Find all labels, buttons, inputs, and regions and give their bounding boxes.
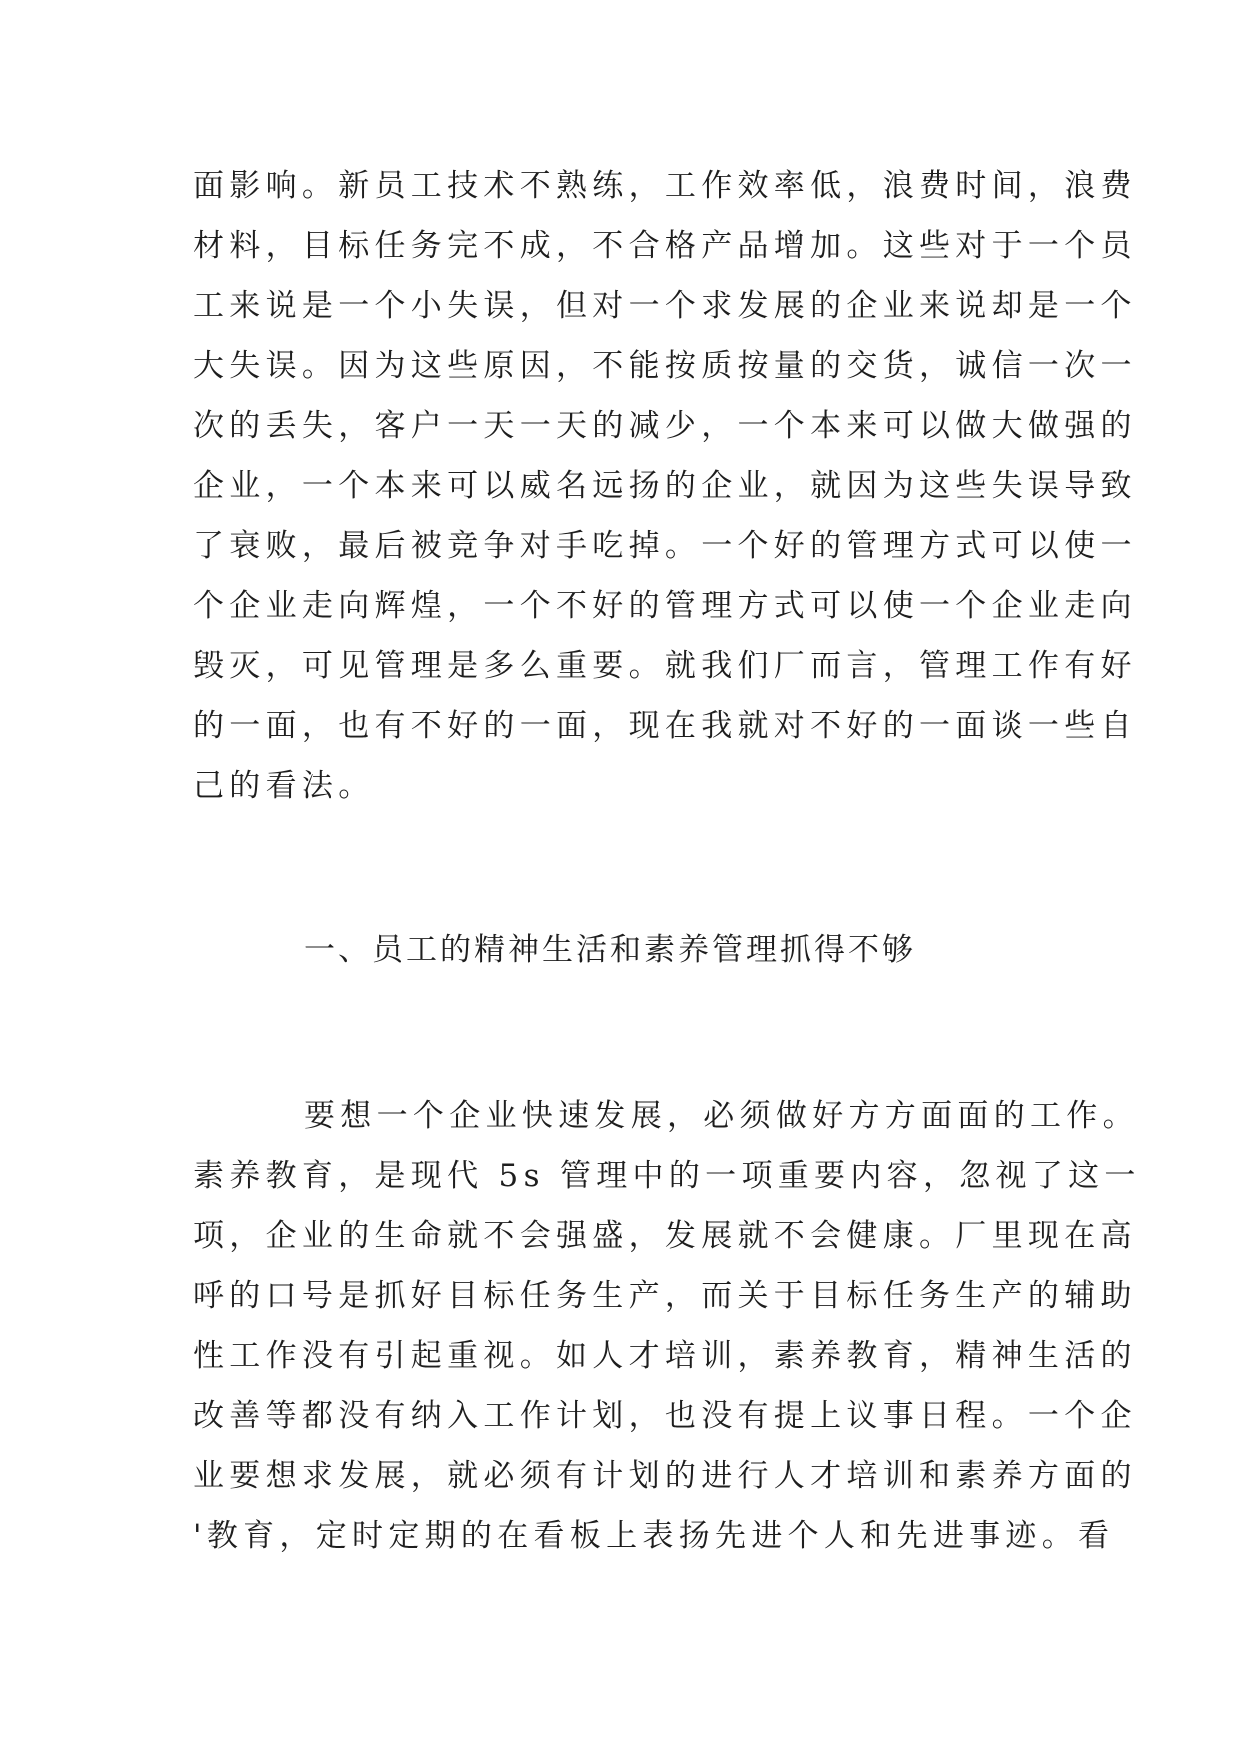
paragraph-1-line: 的一面，也有不好的一面，现在我就对不好的一面谈一些自	[193, 708, 1137, 744]
paragraph-2-line: 性工作没有引起重视。如人才培训，素养教育，精神生活的	[193, 1338, 1137, 1374]
paragraph-2-line: 要想一个企业快速发展，必须做好方方面面的工作。	[304, 1098, 1139, 1134]
paragraph-1-line: 面影响。新员工技术不熟练，工作效率低，浪费时间，浪费	[193, 168, 1137, 204]
paragraph-2-line: 呼的口号是抓好目标任务生产，而关于目标任务生产的辅助	[193, 1278, 1137, 1314]
section-heading: 一、员工的精神生活和素养管理抓得不够	[304, 932, 916, 968]
paragraph-2-line: 业要想求发展，就必须有计划的进行人才培训和素养方面的	[193, 1458, 1137, 1494]
paragraph-1-line: 己的看法。	[193, 768, 375, 804]
paragraph-2-line: 项，企业的生命就不会强盛，发展就不会健康。厂里现在高	[193, 1218, 1137, 1254]
paragraph-1-line: 企业，一个本来可以威名远扬的企业，就因为这些失误导致	[193, 468, 1137, 504]
paragraph-1-line: 个企业走向辉煌，一个不好的管理方式可以使一个企业走向	[193, 588, 1137, 624]
paragraph-2-line: 素养教育，是现代 5s 管理中的一项重要内容，忽视了这一	[193, 1158, 1141, 1194]
paragraph-2-line: 改善等都没有纳入工作计划，也没有提上议事日程。一个企	[193, 1398, 1137, 1434]
paragraph-1-line: 毁灭，可见管理是多么重要。就我们厂而言，管理工作有好	[193, 648, 1137, 684]
paragraph-1-line: 大失误。因为这些原因，不能按质按量的交货，诚信一次一	[193, 348, 1137, 384]
paragraph-2-line: '教育，定时定期的在看板上表扬先进个人和先进事迹。看	[193, 1518, 1115, 1554]
paragraph-1-line: 材料，目标任务完不成，不合格产品增加。这些对于一个员	[193, 228, 1137, 264]
paragraph-1-line: 工来说是一个小失误，但对一个求发展的企业来说却是一个	[193, 288, 1137, 324]
paragraph-1-line: 次的丢失，客户一天一天的减少，一个本来可以做大做强的	[193, 408, 1137, 444]
paragraph-1-line: 了衰败，最后被竞争对手吃掉。一个好的管理方式可以使一	[193, 528, 1137, 564]
